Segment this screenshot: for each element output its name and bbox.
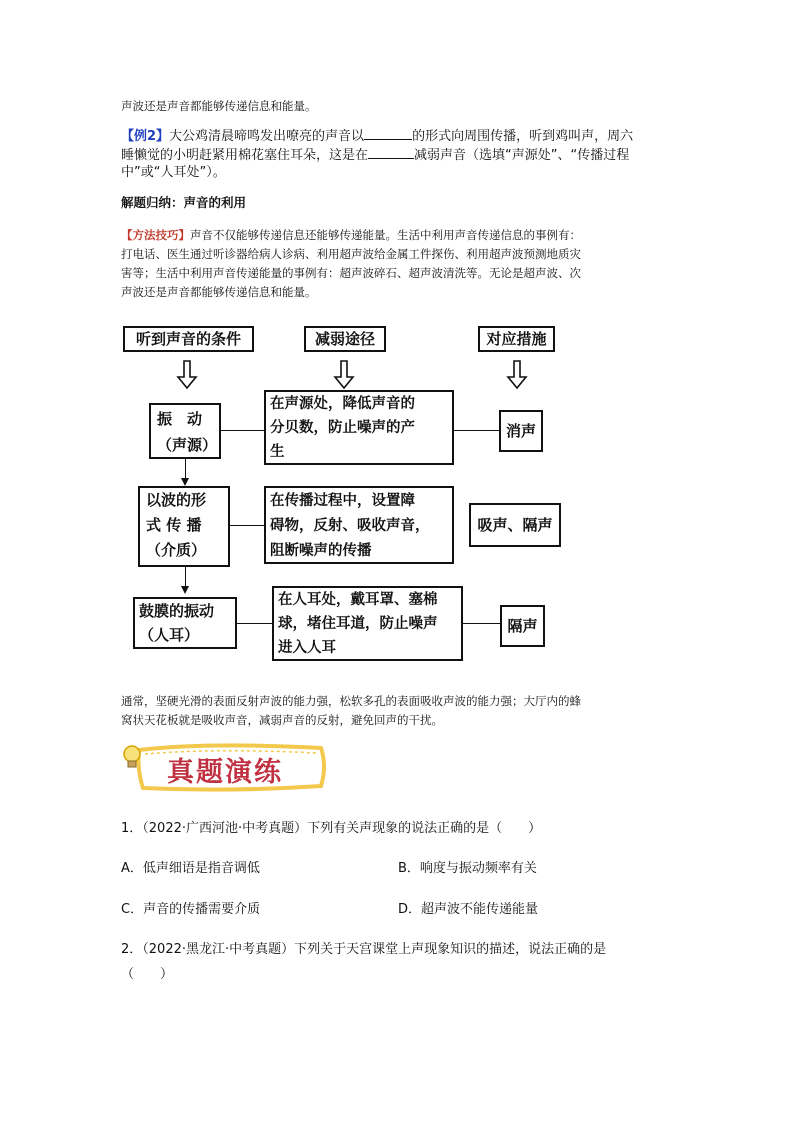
q2-paren: （ ） [121, 967, 174, 982]
banner-title: 真题演练 [167, 757, 283, 788]
method-tag: 【方法技巧】 [121, 228, 190, 242]
header-ways: 减弱途径 [304, 326, 386, 352]
q1-option-a[interactable]: A．低声细语是指音调低 [121, 861, 260, 876]
hollow-arrow-down-icon [176, 360, 198, 390]
hollow-arrow-down-icon [506, 360, 528, 390]
answer-blank-1[interactable] [364, 126, 412, 140]
method-line1 [121, 226, 581, 244]
right-box-2: 吸声、隔声 [469, 503, 561, 547]
header-measures: 对应措施 [478, 326, 555, 352]
left-box-eardrum: 鼓膜的振动 （人耳） [133, 597, 237, 649]
q1-option-d[interactable]: D．超声波不能传递能量 [398, 902, 539, 917]
middle-box-ear: 在人耳处，戴耳罩、塞棉 球，堵住耳道，防止噪声 进入人耳 [272, 586, 463, 661]
example2-text-c: 睡懒觉的小明赶紧用棉花塞住耳朵，这是在 [121, 148, 369, 163]
example2-line2 [121, 145, 629, 165]
middle-box-source: 在声源处，降低声音的 分贝数，防止噪声的产 生 [264, 390, 454, 465]
note-line2: 窝状天花板就是吸收声音，减弱声音的反射，避免回声的干扰。 [121, 713, 443, 727]
q2-stem: 2．（2022·黑龙江·中考真题）下列关于天宫课堂上声现象知识的描述，说法正确的是 [121, 942, 607, 957]
method-line3: 害等；生活中利用声音传递能量的事例有：超声波碎石、超声波清洗等。无论是超声波、次 [121, 266, 581, 280]
section-title: 解题归纳：声音的利用 [121, 195, 247, 210]
example2-text-d: 减弱声音（选填“声源处”、“传播过程 [414, 148, 630, 163]
example2-line3: 中”或“人耳处”）。 [121, 165, 226, 180]
example2-line1 [121, 126, 633, 146]
example2-tag: 【例2】 [121, 129, 170, 144]
method-text1: 声音不仅能够传递信息还能够传递能量。生活中利用声音传递信息的事例有： [190, 228, 581, 242]
section-banner [121, 740, 331, 794]
right-box-3: 隔声 [500, 605, 545, 647]
middle-box-propagation: 在传播过程中，设置障 碍物，反射、吸收声音， 阻断噪声的传播 [264, 486, 454, 564]
intro-line: 声波还是声音都能够传递信息和能量。 [121, 99, 317, 113]
left-box-propagation: 以波的形 式 传 播 （介质） [138, 486, 230, 567]
method-line2: 打电话、医生通过听诊器给病人诊病、利用超声波给金属工件探伤、利用超声波预测地质灾 [121, 247, 581, 261]
example2-text-b: 的形式向周围传播，听到鸡叫声，周六 [412, 129, 634, 144]
q1-stem: 1．（2022·广西河池·中考真题）下列有关声现象的说法正确的是（ ） [121, 821, 542, 836]
note-line1: 通常，坚硬光滑的表面反射声波的能力强，松软多孔的表面吸收声波的能力强；大厅内的蜂 [121, 694, 581, 708]
header-conditions: 听到声音的条件 [123, 326, 254, 352]
answer-blank-2[interactable] [368, 145, 414, 159]
q1-option-b[interactable]: B．响度与振动频率有关 [398, 861, 537, 876]
q1-option-c[interactable]: C．声音的传播需要介质 [121, 902, 261, 917]
lightbulb-icon [121, 744, 143, 770]
example2-text-a: 大公鸡清晨啼鸣发出嘹亮的声音以 [169, 129, 365, 144]
left-box-vibration: 振 动 （声源） [149, 403, 221, 459]
right-box-1: 消声 [499, 410, 543, 452]
method-line4: 声波还是声音都能够传递信息和能量。 [121, 285, 317, 299]
hollow-arrow-down-icon [333, 360, 355, 390]
